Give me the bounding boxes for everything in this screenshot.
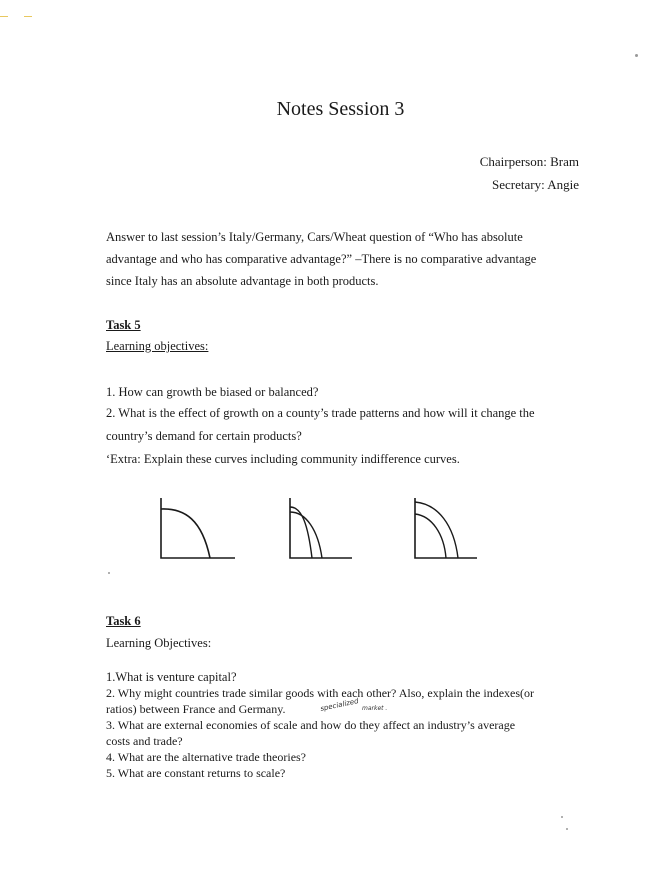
scan-speck <box>566 828 568 830</box>
task6-item-5: 5. What are constant returns to scale? <box>106 766 286 780</box>
scan-mark <box>24 16 32 17</box>
task6-item-3: 3. What are external economies of scale and how do they affect an industry’s average <box>106 718 516 732</box>
balanced-growth-curves-icon <box>400 490 490 570</box>
single-ppf-curve-icon <box>150 490 250 570</box>
secretary-label: Secretary: Angie <box>492 177 579 192</box>
scan-speck <box>561 816 563 818</box>
task5-item-2: 2. What is the effect of growth on a county’s trade patterns and how will it change the <box>106 406 535 420</box>
handwritten-annotation: specialized <box>319 697 360 713</box>
task5-heading: Task 5 <box>106 318 141 332</box>
page-title: Notes Session 3 <box>276 98 405 120</box>
task6-item-4: 4. What are the alternative trade theories? <box>106 750 307 764</box>
task6-heading: Task 6 <box>106 614 141 628</box>
task6-item-2: 2. Why might countries trade similar goods with each other? Also, explain the indexes(or <box>106 686 535 700</box>
task6-subheading: Learning Objectives: <box>106 636 212 650</box>
task5-extra: ‘Extra: Explain these curves including community indifference curves. <box>106 452 460 466</box>
scan-speck <box>635 54 638 57</box>
chairperson-label: Chairperson: Bram <box>479 154 579 169</box>
task6-item-1: 1.What is venture capital? <box>106 670 237 684</box>
scan-mark <box>0 16 8 17</box>
task6-item-2-cont: ratios) between France and Germany. <box>106 702 286 716</box>
task5-item-1: 1. How can growth be biased or balanced? <box>106 385 319 399</box>
task6-item-3-cont: costs and trade? <box>106 734 183 748</box>
scan-speck <box>108 572 110 574</box>
biased-growth-curves-icon <box>280 490 360 570</box>
intro-line-1: Answer to last session’s Italy/Germany, Cars/Wheat question of “Who has absolute <box>106 230 523 244</box>
handwritten-annotation-2: market . <box>362 705 388 712</box>
task5-subheading: Learning objectives: <box>106 339 209 353</box>
task5-item-2-cont: country’s demand for certain products? <box>106 429 302 443</box>
intro-line-3: since Italy has an absolute advantage in both products. <box>106 274 379 288</box>
intro-line-2: advantage and who has comparative advantage?” –There is no comparative advantage <box>106 252 537 266</box>
